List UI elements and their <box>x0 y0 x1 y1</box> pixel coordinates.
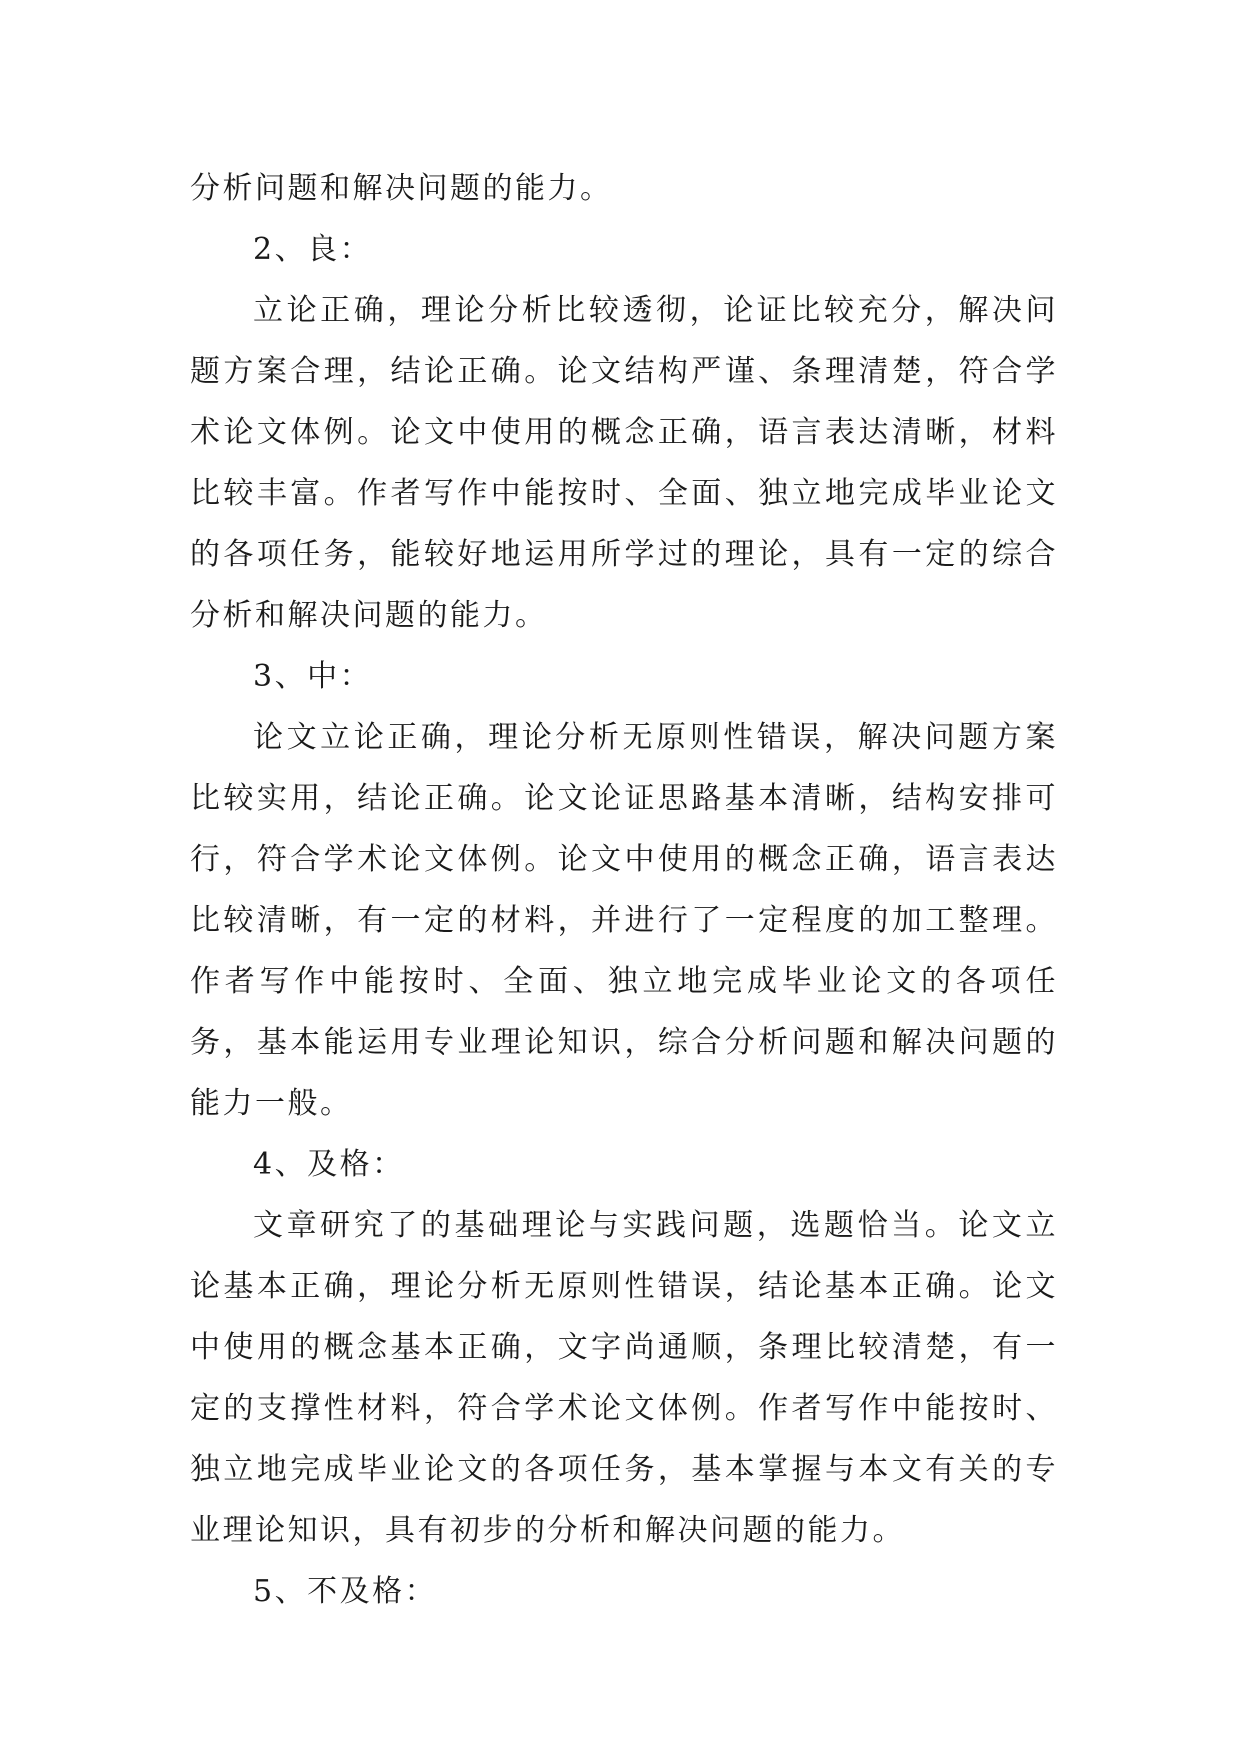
section-heading-pass: 4、及格： <box>253 1147 405 1182</box>
document-body <box>190 158 1058 1622</box>
section-heading-medium: 3、中： <box>253 659 373 694</box>
section-body-medium: 论文立论正确，理论分析无原则性错误，解决问题方案比较实用，结论正确。论文论证思路基本清晰，结构安排可行，符合学术论文体例。论文中使用的概念正确，语言表达比较清晰，有一定的材料，并进行了一定程度的加工整理。作者写作中能按时、全面、独立地完成毕业论文的各项任务，基本能运用专业理论知识，综合分析问题和解决问题的能力一般。 <box>190 720 1058 1121</box>
section-body-good: 立论正确，理论分析比较透彻，论证比较充分，解决问题方案合理，结论正确。论文结构严谨、条理清楚，符合学术论文体例。论文中使用的概念正确，语言表达清晰，材料比较丰富。作者写作中能按时、全面、独立地完成毕业论文的各项任务，能较好地运用所学过的理论，具有一定的综合分析和解决问题的能力。 <box>190 293 1058 633</box>
section-heading-good: 2、良： <box>253 232 373 267</box>
section-body-pass: 文章研究了的基础理论与实践问题，选题恰当。论文立论基本正确，理论分析无原则性错误，结论基本正确。论文中使用的概念基本正确，文字尚通顺，条理比较清楚，有一定的支撑性材料，符合学术论文体例。作者写作中能按时、独立地完成毕业论文的各项任务，基本掌握与本文有关的专业理论知识，具有初步的分析和解决问题的能力。 <box>190 1208 1058 1548</box>
continuation-text: 分析问题和解决问题的能力。 <box>190 171 613 206</box>
section-heading-fail: 5、不及格： <box>253 1574 438 1609</box>
